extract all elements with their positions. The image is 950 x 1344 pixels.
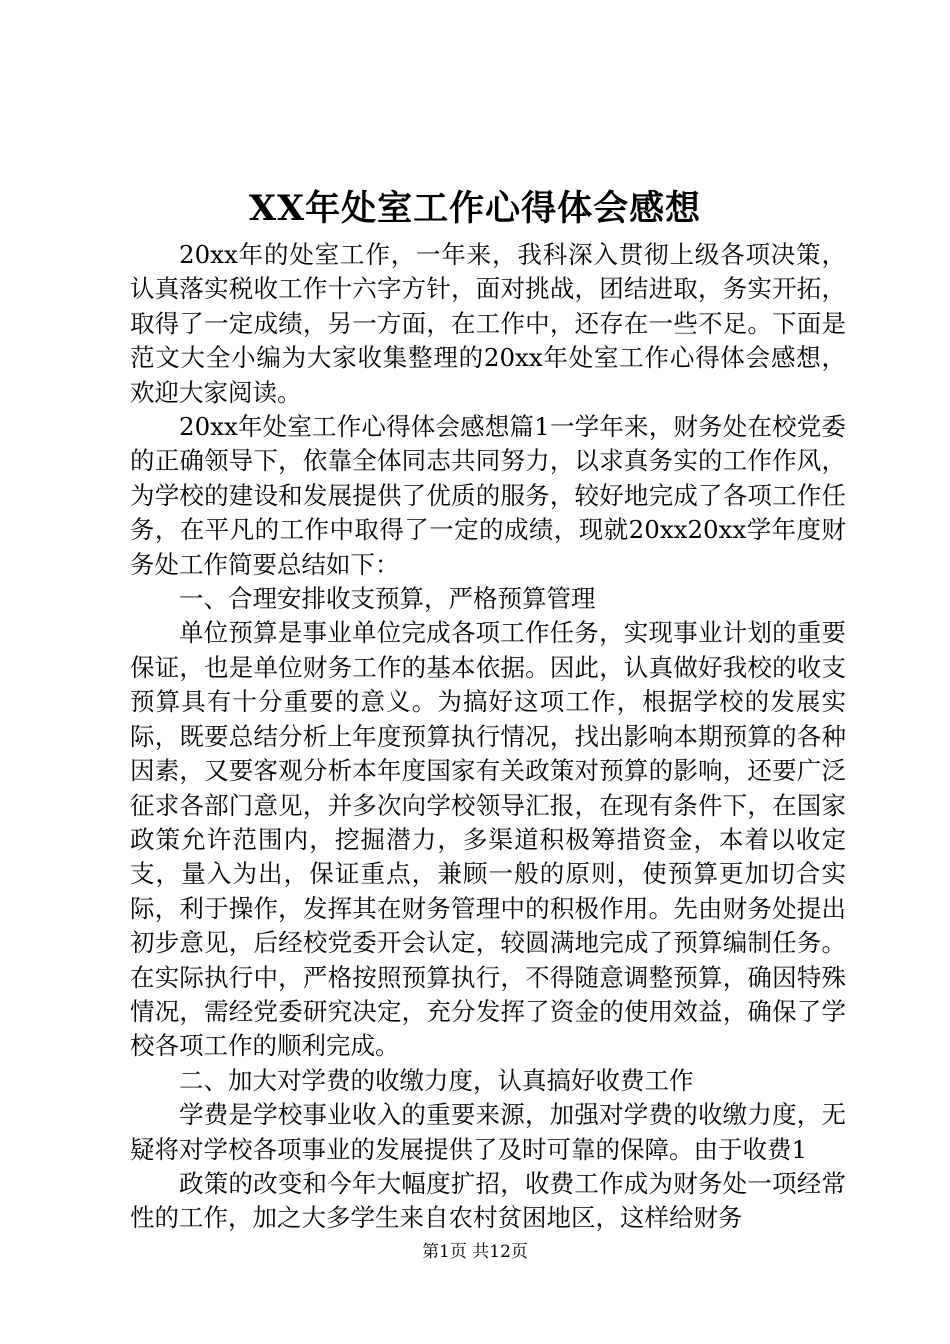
document-body [130, 238, 846, 1236]
page-number-footer: 第1页 共12页 [422, 1242, 528, 1262]
paragraph-budget: 单位预算是事业单位完成各项工作任务，实现事业计划的重要保证，也是单位财务工作的基本依据。因此，认真做好我校的收支预算具有十分重要的意义。为搞好这项工作，根据学校的发展实际，既要总结分析上年度预算执行情况，找出影响本期预算的各种因素，又要客观分析本年度国家有关政策对预算的影响，还要广泛征求各部门意见，并多次向学校领导汇报，在现有条件下，在国家政策允许范围内，挖掘潜力，多渠道积极筹措资金，本着以收定支，量入为出，保证重点，兼顾一般的原则，使预算更加切合实际，利于操作，发挥其在财务管理中的积极作用。先由财务处提出初步意见，后经校党委开会认定，较圆满地完成了预算编制任务。在实际执行中，严格按照预算执行，不得随意调整预算，确因特殊情况，需经党委研究决定，充分发挥了资金的使用效益，确保了学校各项工作的顺利完成。 [130, 618, 846, 1061]
paragraph-tuition: 学费是学校事业收入的重要来源，加强对学费的收缴力度，无疑将对学校各项事业的发展提供了及时可靠的保障。由于收费1 [130, 1100, 846, 1164]
paragraph-intro: 20xx年的处室工作，一年来，我科深入贯彻上级各项决策，认真落实税收工作十六字方针，面对挑战，团结进取，务实开拓，取得了一定成绩，另一方面，在工作中，还存在一些不足。下面是范文大全小编为大家收集整理的20xx年处室工作心得体会感想，欢迎大家阅读。 [130, 240, 846, 407]
paragraph-article-1: 20xx年处室工作心得体会感想篇1一学年来，财务处在校党委的正确领导下，依靠全体同志共同努力，以求真务实的工作作风，为学校的建设和发展提供了优质的服务，较好地完成了各项工作任务，在平凡的工作中取得了一定的成绩，现就20xx20xx学年度财务处工作简要总结如下： [130, 412, 846, 579]
paragraph-policy: 政策的改变和今年大幅度扩招，收费工作成为财务处一项经常性的工作，加之大多学生来自农村贫困地区，这样给财务 [130, 1168, 846, 1233]
section-heading-1: 一、合理安排收支预算，严格预算管理 [179, 584, 596, 614]
document-title: XX年处室工作心得体会感想 [248, 188, 702, 229]
section-heading-2: 二、加大对学费的收缴力度，认真搞好收费工作 [179, 1065, 694, 1095]
